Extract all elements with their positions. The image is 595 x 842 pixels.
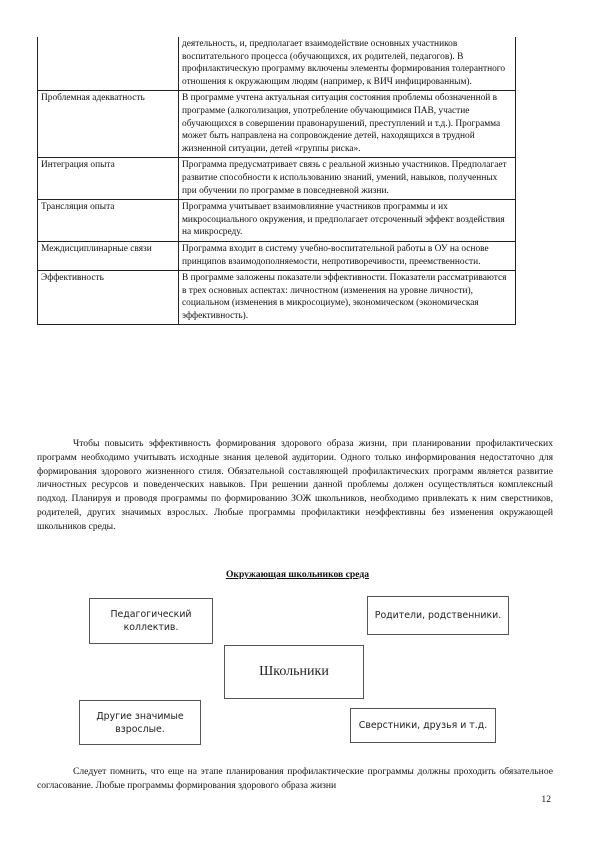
- table-row: [38, 271, 516, 325]
- description-cell: В программе заложены показатели эффективности. Показатели рассматриваются в трех основных аспектах: личностном (изменения на уровне личности), социальном (изменения в микросоциуме), экономическом (экономическая эффективность).: [179, 271, 516, 325]
- description-cell: Программа учитывает взаимовлияние участников программы и их микросоциального окружения, и предполагает отсроченный эффект воздействия на микросреду.: [179, 200, 516, 242]
- table-row: [38, 158, 516, 200]
- description-cell: деятельность, и, предполагает взаимодействие основных участников воспитательного процесса (обучающихся, их родителей, педагогов). В профилактическую программу включены элементы формирования толерантного отношения к окружающим людям (например, к ВИЧ инфицированным).: [179, 37, 516, 91]
- diagram-box-students: Школьники: [224, 645, 364, 699]
- table-row: [38, 241, 516, 270]
- criterion-cell: Междисциплинарные связи: [38, 241, 179, 270]
- diagram-box-teachers: Педагогический коллектив.: [89, 598, 213, 644]
- diagram-box-other-adults: Другие значимые взрослые.: [79, 700, 201, 745]
- paragraph-prevention-efficiency: Чтобы повысить эффективность формирования здорового образа жизни, при планировании профилактических программ необходимо учитывать исходные знания целевой аудитории. Одного только информирования недостаточно для формирования здорового жизненного стиля. Обязательной составляющей профилактических программ является развитие личностных ресурсов и поведенческих навыков. При решении данной проблемы должен осуществляться комплексный подход. Планируя и проводя программы по формированию ЗОЖ школьников, необходимо привлекать к ним сверстников, родителей, других значимых взрослых. Любые программы профилактики неэффективны без изменения окружающей школьников среды.: [37, 438, 553, 532]
- table-row: [38, 37, 516, 91]
- table-row: [38, 200, 516, 242]
- paragraph-coordination: Следует помнить, что еще на этапе планирования профилактические программы должны проходить обязательное согласование. Любые программы формирования здорового образа жизни: [37, 766, 553, 791]
- criterion-cell: Эффективность: [38, 271, 179, 325]
- description-cell: Программа входит в систему учебно-воспитательной работы в ОУ на основе принципов взаимодополняемости, непротиворечивости, преемственности.: [179, 241, 516, 270]
- criterion-cell: Трансляция опыта: [38, 200, 179, 242]
- diagram-box-parents: Родители, родственники.: [367, 596, 509, 635]
- page-number: 12: [541, 794, 551, 805]
- criterion-cell: Проблемная адекватность: [38, 91, 179, 158]
- description-cell: Программа предусматривает связь с реальной жизнью участников. Предполагает развитие способности к использованию знаний, умений, навыков, полученных при обучении по программе в повседневной жизни.: [179, 158, 516, 200]
- diagram-box-peers: Сверстники, друзья и т.д.: [350, 708, 496, 743]
- table-row: [38, 91, 516, 158]
- criteria-table: [37, 37, 516, 325]
- description-cell: В программе учтена актуальная ситуация состояния проблемы обозначенной в программе (алкоголизация, употребление обучающимися ПАВ, участие обучающихся в совершении правонарушений, преступлений и т.д.). Программа может быть направлена на сопровождение детей, находящихся в трудной жизненной ситуации, детей «группы риска».: [179, 91, 516, 158]
- criterion-cell: Интеграция опыта: [38, 158, 179, 200]
- criterion-cell: [38, 37, 179, 91]
- diagram-title: Окружающая школьников среда: [225, 569, 370, 580]
